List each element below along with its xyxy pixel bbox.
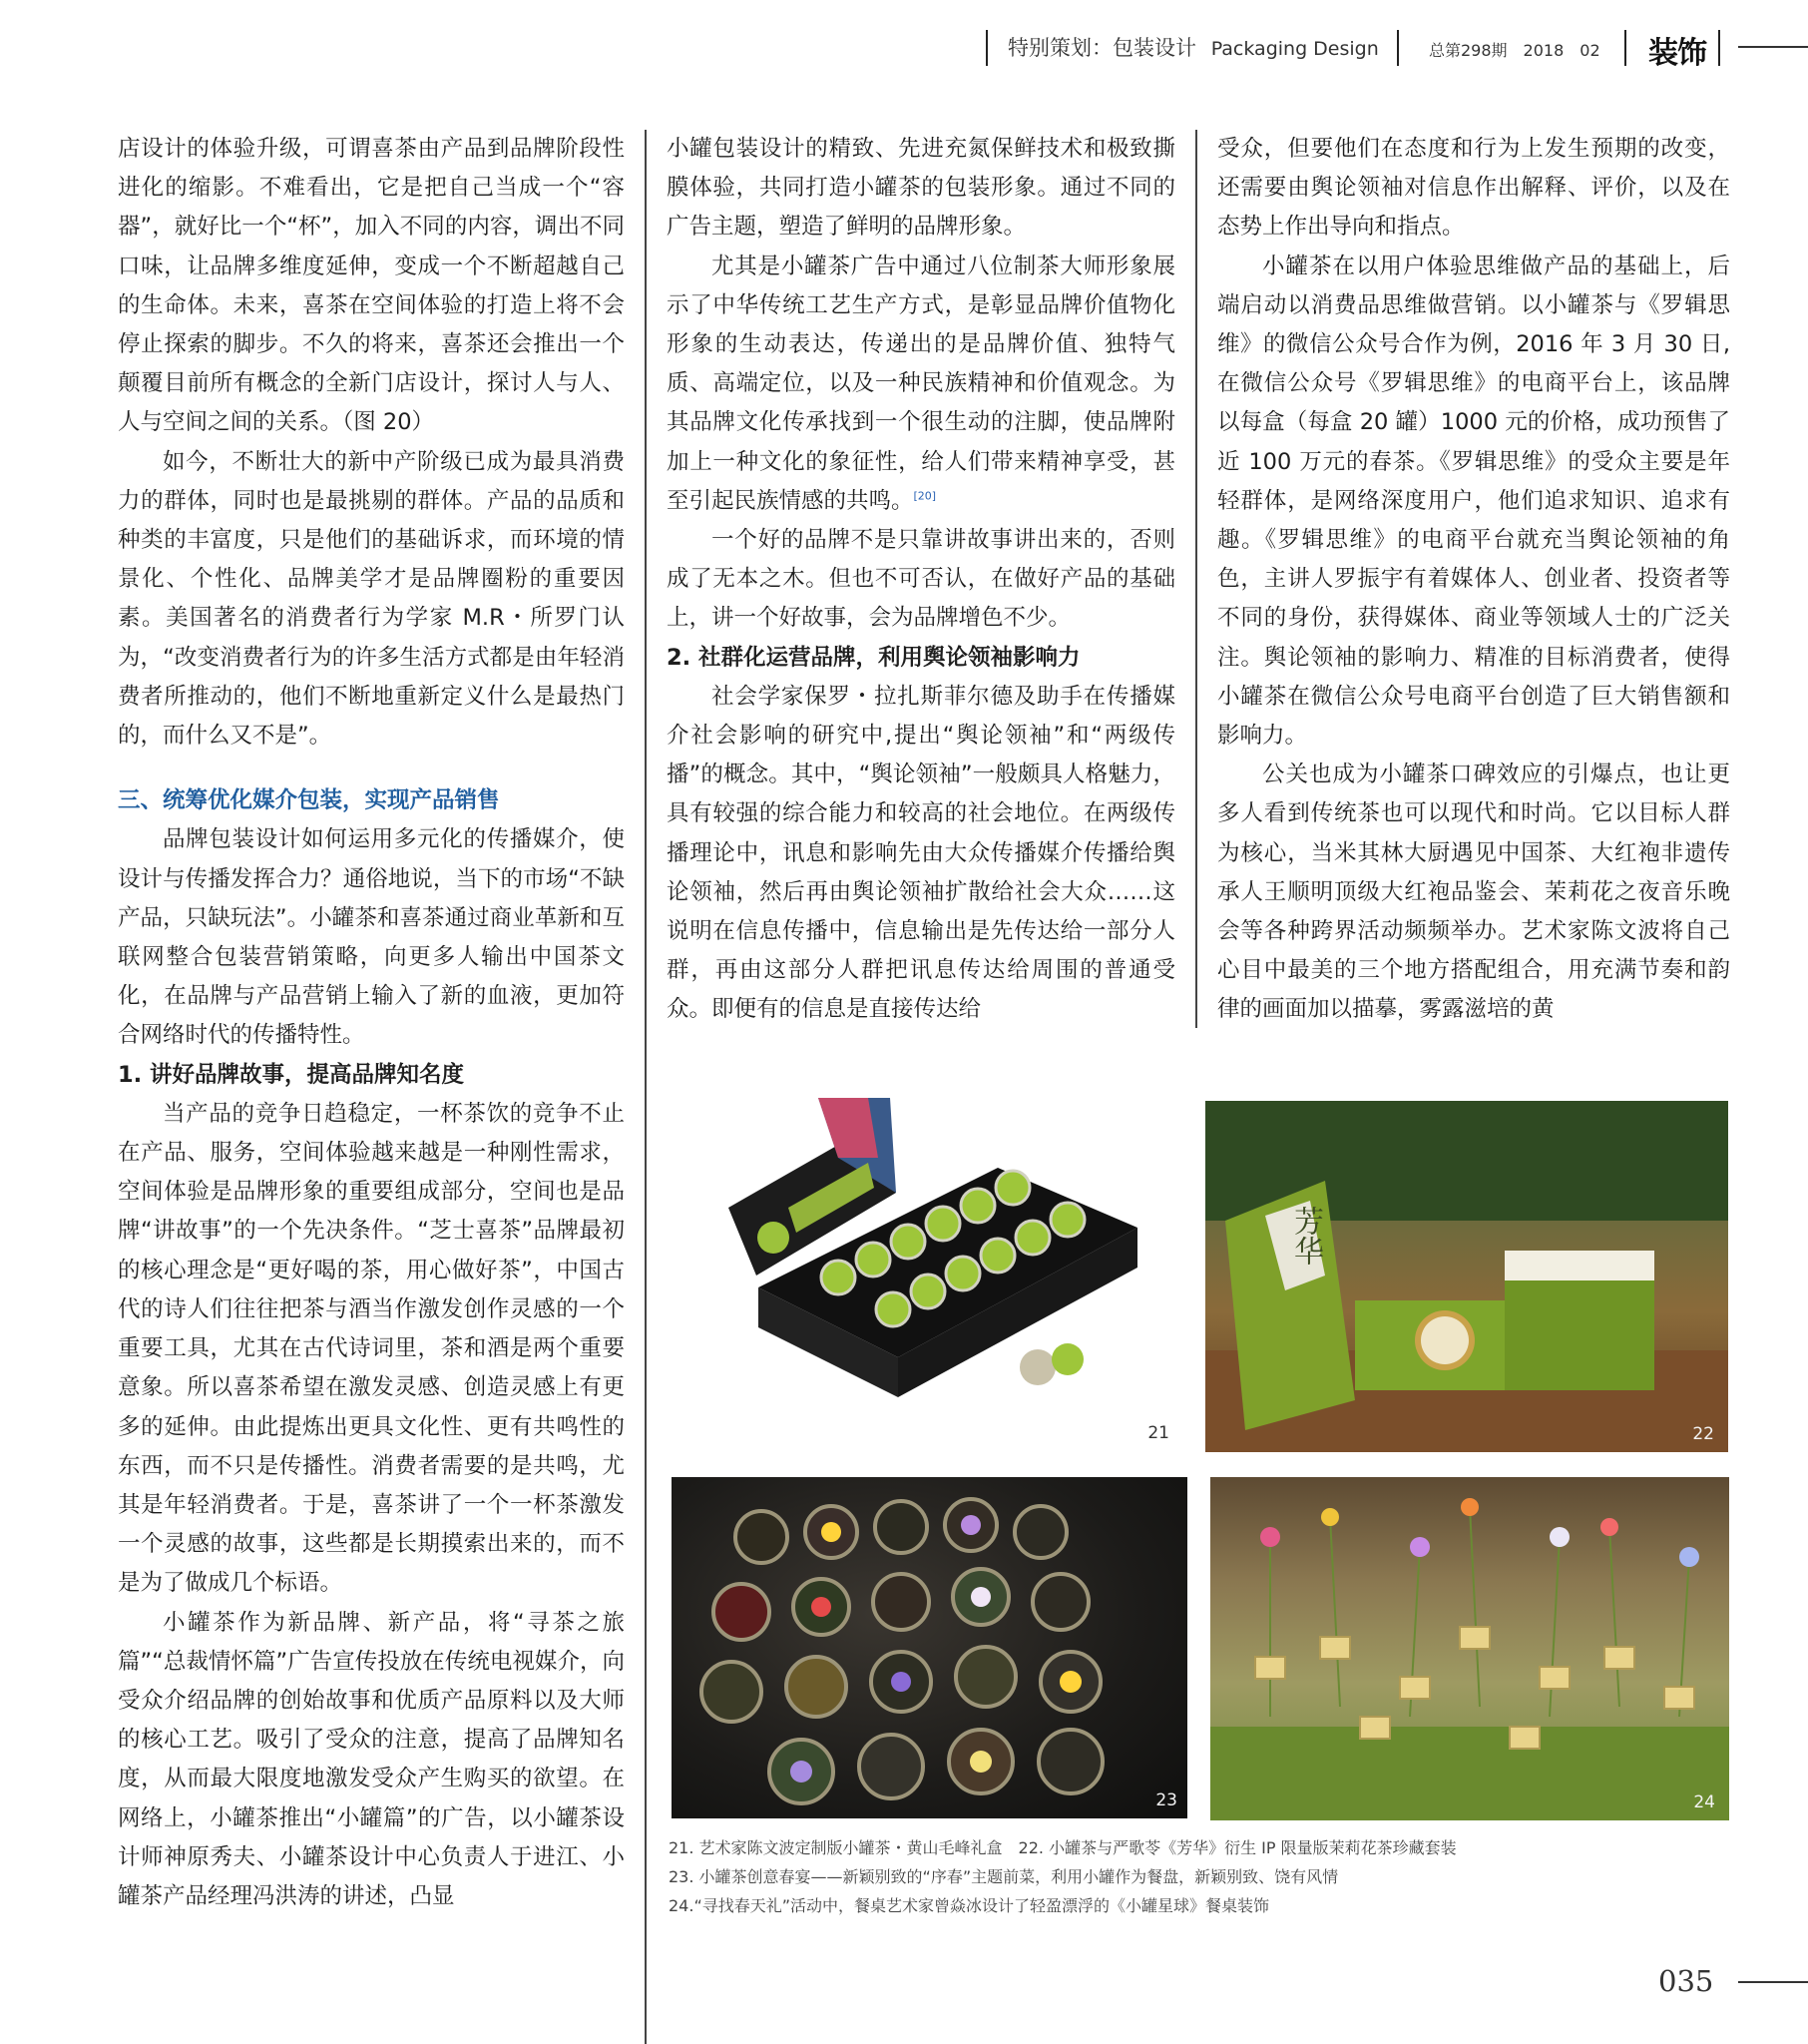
fanghua-set-illustration (1205, 1101, 1728, 1452)
paragraph: 社会学家保罗・拉扎斯菲尔德及助手在传播媒介社会影响的研究中,提出“舆论领袖”和“两级传播”的概念。其中，“舆论领袖”一般颇具人格魅力，具有较强的综合能力和较高的社会地位。在两级传播理论中，讯息和影响先由大众传播媒介传播给舆论领袖，然后再由舆论领袖扩散给社会大众……这说明在信息传播中，信息输出是先传达给一部分人群，再由这部分人群把讯息传达给周围的普通受众。即便有的信息是直接传达给 (667, 683, 1175, 1023)
photo-caption: 23. 小罐茶创意春宴——新颖别致的“序春”主题前菜，利用小罐作为餐盘，新颖别致、饶有风情 (669, 1867, 1339, 1886)
paragraph: 店设计的体验升级，可谓喜茶由产品到品牌阶段性进化的缩影。不难看出，它是把自己当成一个“容器”，就好比一个“杯”，加入不同的内容，调出不同口味，让品牌多维度延伸，变成一个不断超越自己的生命体。未来，喜茶在空间体验的打造上将不会停止探索的脚步。不久的将来，喜茶还会推出一个颠覆目前所有概念的全新门店设计，探讨人与人、人与空间之间的关系。（图 20） (118, 136, 625, 436)
spring-banquet-illustration (672, 1477, 1187, 1818)
header-separator (1624, 30, 1626, 66)
photo-spring-banquet (672, 1477, 1187, 1818)
photo-number: 23 (1155, 1790, 1177, 1810)
header-section: 特别策划：包装设计 Packaging Design (1008, 36, 1379, 60)
paragraph: 受众，但要他们在态度和行为上发生预期的改变，还需要由舆论领袖对信息作出解释、评价，以及在态势上作出导向和指点。 (1217, 136, 1730, 241)
gift-box-illustration (669, 1098, 1183, 1451)
photo-number: 22 (1692, 1424, 1714, 1444)
text-column-3 (1217, 130, 1730, 1030)
photo-gift-box (669, 1098, 1183, 1451)
header-separator (1718, 30, 1720, 66)
header-rule (1738, 46, 1808, 48)
subsection-heading: 1. 讲好品牌故事，提高品牌知名度 (118, 1061, 465, 1088)
magazine-logo: 装饰 (1648, 36, 1706, 71)
paragraph: 小罐茶作为新品牌、新产品，将“寻茶之旅篇”“总裁情怀篇”广告宣传投放在传统电视媒介，向受众介绍品牌的创始故事和优质产品原料以及大师的核心工艺。吸引了受众的注意，提高了品牌知名度，从而最大限度地激发受众产生购买的欲望。在网络上，小罐茶推出“小罐篇”的广告，以小罐茶设计师神原秀夫、小罐茶设计中心负责人于进江、小罐茶产品经理冯洪涛的讲述，凸显 (118, 1609, 625, 1909)
photo-fanghua-set (1205, 1101, 1728, 1452)
table-decor-illustration (1210, 1477, 1729, 1820)
photo-number: 21 (1147, 1423, 1169, 1443)
photo-number: 24 (1693, 1792, 1715, 1812)
photo-caption: 21. 艺术家陈文波定制版小罐茶・黄山毛峰礼盒 22. 小罐茶与严歌苓《芳华》衍生 IP 限量版茉莉花茶珍藏套装 (669, 1838, 1457, 1857)
header-section-en: Packaging Design (1210, 38, 1379, 60)
paragraph: 当产品的竞争日趋稳定，一杯茶饮的竞争不止在产品、服务，空间体验越来越是一种刚性需求，空间体验是品牌形象的重要组成部分，空间也是品牌“讲故事”的一个先决条件。“芝士喜茶”品牌最初的核心理念是“更好喝的茶，用心做好茶”，中国古代的诗人们往往把茶与酒当作激发创作灵感的一个重要工具，尤其在古代诗词里，茶和酒是两个重要意象。所以喜茶希望在激发灵感、创造灵感上有更多的延伸。由此提炼出更具文化性、更有共鸣性的东西，而不只是传播性。消费者需要的是共鸣，尤其是年轻消费者。于是，喜茶讲了一个一杯茶激发一个灵感的故事，这些都是长期摸索出来的，而不是为了做成几个标语。 (118, 1100, 625, 1597)
paragraph: 公关也成为小罐茶口碑效应的引爆点，也让更多人看到传统茶也可以现代和时尚。它以目标人群为核心，当米其林大厨遇见中国茶、大红袍非遗传承人王顺明顶级大红袍品鉴会、茉莉花之夜音乐晚会等各种跨界活动频频举办。艺术家陈文波将自己心目中最美的三个地方搭配组合，用充满节奏和韵律的画面加以描摹，雾露滋培的黄 (1217, 762, 1730, 1023)
reference-mark[interactable]: [20] (913, 489, 937, 503)
header-separator (986, 30, 988, 66)
photo-caption: 24.“寻找春天礼”活动中，餐桌艺术家曾焱冰设计了轻盈漂浮的《小罐星球》餐桌装饰 (669, 1896, 1270, 1915)
photo-table-decor (1210, 1477, 1729, 1820)
column-rule (645, 130, 647, 2044)
page-number: 035 (1658, 1964, 1714, 1998)
paragraph: 品牌包装设计如何运用多元化的传播媒介，使设计与传播发挥合力？通俗地说，当下的市场“不缺产品，只缺玩法”。小罐茶和喜茶通过商业革新和互联网整合包装营销策略，向更多人输出中国茶文化，在品牌与产品营销上输入了新的血液，更加符合网络时代的传播特性。 (118, 826, 625, 1049)
header-issue: 总第298期 2018 02 (1429, 41, 1600, 60)
subsection-heading: 2. 社群化运营品牌，利用舆论领袖影响力 (667, 644, 1081, 671)
paragraph: 小罐茶在以用户体验思维做产品的基础上，后端启动以消费品思维做营销。以小罐茶与《罗辑思维》的微信公众号合作为例，2016 年 3 月 30 日, 在微信公众号《罗辑思维》的电商平台上，该品牌以每盒（每盒 20 罐）1000 元的价格，成功预售了近 100 万元的春茶。《罗辑思维》的受众主要是年轻群体，是网络深度用户，他们追求知识、追求有趣。《罗辑思维》的电商平台就充当舆论领袖的角色，主讲人罗振宇有着媒体人、创业者、投资者等不同的身份，获得媒体、商业等领域人士的广泛关注。舆论领袖的影响力、精准的目标消费者，使得小罐茶在微信公众号电商平台创造了巨大销售额和影响力。 (1217, 253, 1730, 750)
text-column-2 (667, 130, 1175, 1030)
section-heading: 三、统筹优化媒介包装，实现产品销售 (118, 787, 500, 814)
paragraph: 尤其是小罐茶广告中通过八位制茶大师形象展示了中华传统工艺生产方式，是彰显品牌价值物化形象的生动表达，传递出的是品牌价值、独特气质、高端定位，以及一种民族精神和价值观念。为其品牌文化传承找到一个很生动的注脚，使品牌附加上一种文化的象征性，给人们带来精神享受，甚至引起民族情感的共鸣。[20] (667, 253, 1175, 514)
paragraph: 一个好的品牌不是只靠讲故事讲出来的，否则成了无本之木。但也不可否认，在做好产品的基础上，讲一个好故事，会为品牌增色不少。 (667, 527, 1175, 632)
column-rule (1195, 130, 1197, 1028)
header-separator (1397, 30, 1399, 66)
paragraph: 如今，不断壮大的新中产阶级已成为最具消费力的群体，同时也是最挑剔的群体。产品的品质和种类的丰富度，只是他们的基础诉求，而环境的情景化、个性化、品牌美学才是品牌圈粉的重要因素。美国著名的消费者行为学家 M.R・所罗门认为，“改变消费者行为的许多生活方式都是由年轻消费者所推动的，他们不断地重新定义什么是最热门的，而什么又不是”。 (118, 448, 625, 750)
photo22-box-text: 芳华 (1288, 1206, 1323, 1266)
paragraph: 小罐包装设计的精致、先进充氮保鲜技术和极致撕膜体验，共同打造小罐茶的包装形象。通过不同的广告主题，塑造了鲜明的品牌形象。 (667, 136, 1175, 241)
footer-rule (1738, 1981, 1808, 1983)
text-column-1 (118, 130, 625, 1916)
